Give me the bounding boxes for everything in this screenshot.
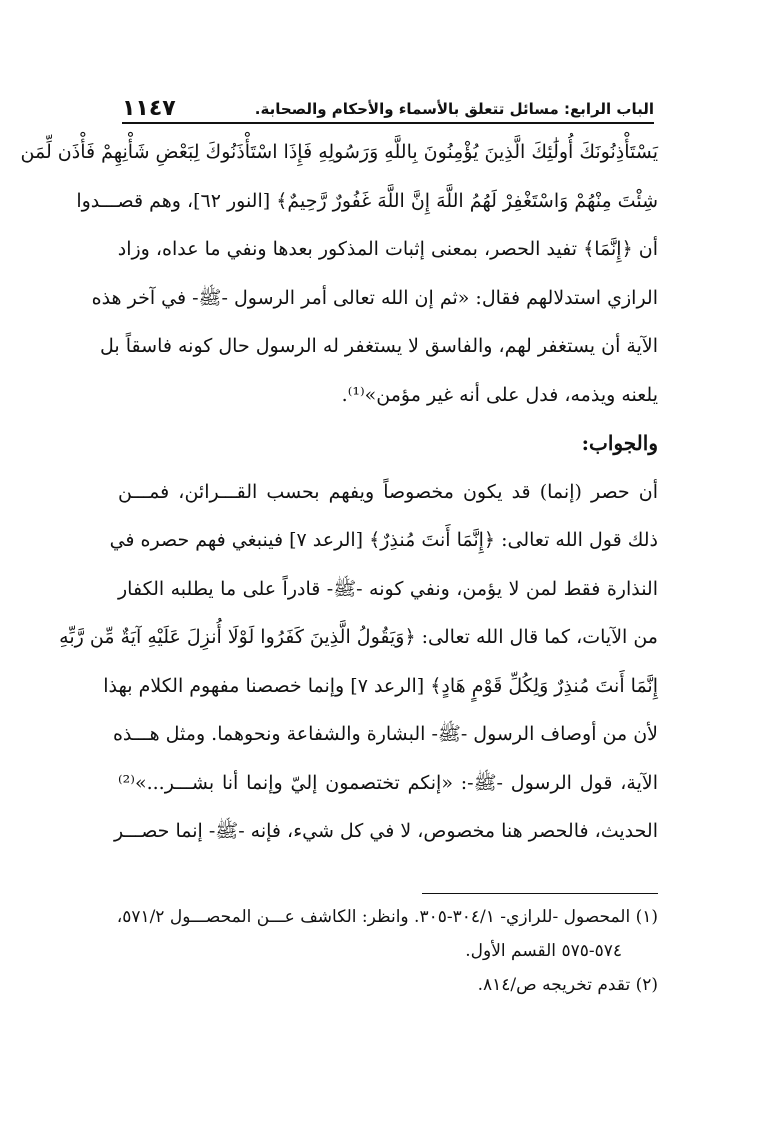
text-line: يَسْتَأْذِنُونَكَ أُولَٰئِكَ الَّذِينَ يُؤْمِنُونَ بِاللَّهِ وَرَسُولِهِ فَإِذَا اسْتَأْذَنُوكَ لِبَعْضِ شَأْنِهِمْ فَأْذَن لِّمَن	[20, 141, 658, 163]
text-line: يلعنه ويذمه، فدل على أنه غير مؤمن»⁽¹⁾.	[341, 383, 658, 406]
text-line: ذلك قول الله تعالى: ﴿إِنَّمَا أَنتَ مُنذِرٌ﴾ [الرعد ٧] فينبغي فهم حصره في	[109, 529, 658, 551]
footnote-line: ٥٧٤-٥٧٥ القسم الأول.	[465, 941, 622, 961]
main-text	[20, 128, 658, 856]
text-line: لأن من أوصاف الرسول -ﷺ- البشارة والشفاعة ونحوهما. ومثل هـــذه	[112, 723, 658, 745]
chapter-title: الباب الرابع: مسائل تتعلق بالأسماء والأحكام والصحابة.	[254, 100, 654, 118]
text-line: من الآيات، كما قال الله تعالى: ﴿وَيَقُولُ الَّذِينَ كَفَرُوا لَوْلَا أُنزِلَ عَلَيْهِ آيَةٌ مِّن رَّبِّهِ	[59, 626, 658, 648]
text-line: إِنَّمَا أَنتَ مُنذِرٌ وَلِكُلِّ قَوْمٍ هَادٍ﴾ [الرعد ٧] وإنما خصصنا مفهوم الكلام بهذا	[103, 674, 658, 697]
section-heading: والجواب:	[581, 431, 658, 455]
text-line: الحديث، فالحصر هنا مخصوص، لا في كل شيء، فإنه -ﷺ- إنما حصـــر	[114, 820, 658, 842]
footnote-separator	[422, 893, 658, 894]
page-header	[122, 92, 654, 124]
text-line: أن ﴿إِنَّمَا﴾ تفيد الحصر، بمعنى إثبات المذكور بعدها ونفي ما عداه، وزاد	[117, 238, 658, 260]
footnote-line: (٢) تقدم تخريجه ص/٨١٤.	[477, 975, 658, 995]
footnotes	[118, 900, 658, 1002]
text-line: الآية، قول الرسول -ﷺ-: «إنكم تختصمون إليّ وإنما أنا بشـــر...»⁽²⁾	[118, 771, 658, 794]
footnote-line: (١) المحصول -للرازي- ٣٠٤/١-٣٠٥. وانظر: الكاشف عـــن المحصـــول ٥٧١/٢،	[116, 907, 658, 927]
page-number: ١١٤٧	[122, 96, 176, 121]
text-line: الرازي استدلالهم فقال: «ثم إن الله تعالى أمر الرسول -ﷺ- في آخر هذه	[91, 286, 658, 309]
text-line: أن حصر (إنما) قد يكون مخصوصاً ويفهم بحسب القـــرائن، فمـــن	[118, 480, 658, 503]
text-line: النذارة فقط لمن لا يؤمن، ونفي كونه -ﷺ- قادراً على ما يطلبه الكفار	[118, 577, 658, 600]
text-line: الآية أن يستغفر لهم، والفاسق لا يستغفر له الرسول حال كونه فاسقاً بل	[100, 335, 658, 357]
text-line: شِئْتَ مِنْهُمْ وَاسْتَغْفِرْ لَهُمُ اللَّهَ إِنَّ اللَّهَ غَفُورٌ رَّحِيمٌ﴾ [النور ٦٢]، وهم قصـــدوا	[76, 189, 658, 212]
